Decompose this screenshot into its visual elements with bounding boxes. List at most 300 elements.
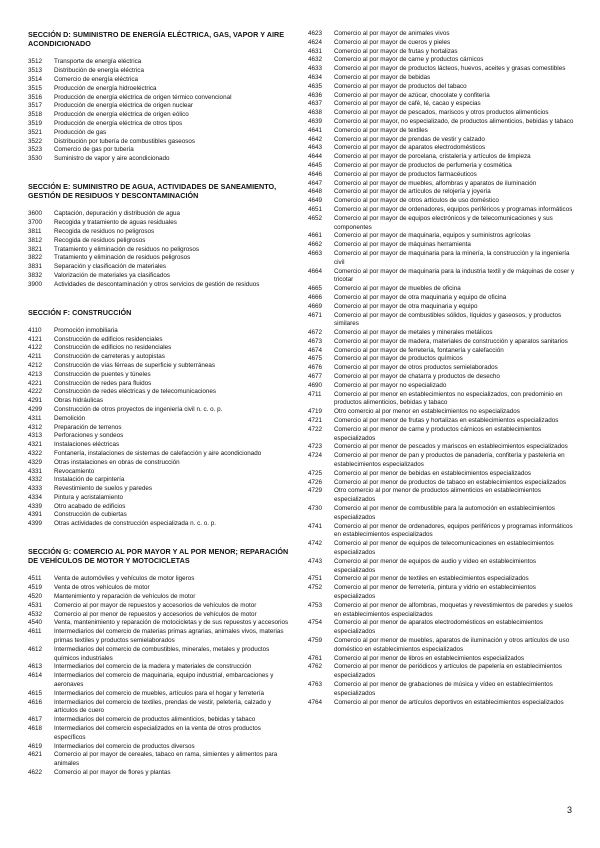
activity-code: 4334 bbox=[28, 493, 43, 501]
list-item bbox=[28, 228, 290, 237]
activity-description: Construcción de puentes y túneles bbox=[54, 370, 151, 378]
activity-description: Intermediarios del comercio de combustibles, minerales, metales y productos químicos industriales bbox=[54, 645, 270, 662]
activity-description: Venta, mantenimiento y reparación de motocicletas y de sus repuestos y accesorios bbox=[54, 619, 289, 627]
activity-code: 4711 bbox=[308, 390, 322, 398]
activity-code: 4730 bbox=[308, 505, 323, 513]
activity-description: Comercio al por mayor de otros artículos de uso doméstico bbox=[334, 197, 499, 205]
activity-code: 4751 bbox=[308, 575, 323, 583]
activity-description: Construcción de edificios no residenciales bbox=[54, 344, 172, 352]
list-item bbox=[28, 646, 290, 664]
activity-description: Comercio al por menor de alfombras, moquetas y revestimientos de paredes y suelos en establecimientos especializados bbox=[334, 601, 573, 618]
list-item bbox=[308, 602, 578, 620]
activity-description: Comercio al por mayor de muebles de oficina bbox=[334, 285, 461, 293]
activity-code: 3519 bbox=[28, 119, 43, 127]
activity-code: 4722 bbox=[308, 425, 323, 433]
list-item bbox=[308, 118, 578, 127]
activity-description: Construcción de cubiertas bbox=[54, 511, 127, 519]
activity-code: 4540 bbox=[28, 619, 43, 627]
list-item bbox=[308, 523, 578, 541]
section-title: SECCIÓN D: SUMINISTRO DE ENERGÍA ELÉCTRICA, GAS, VAPOR Y AIRE ACONDICIONADO bbox=[28, 30, 285, 49]
list-item bbox=[28, 725, 290, 743]
list-item bbox=[28, 575, 290, 584]
list-item bbox=[28, 102, 290, 111]
list-item bbox=[28, 611, 290, 620]
list-item bbox=[308, 215, 578, 233]
list-item bbox=[308, 681, 578, 699]
activity-description: Comercio al por mayor de maquinaria, equipos y suministros agrícolas bbox=[334, 232, 531, 240]
list-item bbox=[308, 487, 578, 505]
activity-description: Instalación de carpintería bbox=[54, 476, 125, 484]
list-item bbox=[28, 263, 290, 272]
activity-code: 3512 bbox=[28, 58, 43, 66]
activity-code: 4637 bbox=[308, 100, 323, 108]
list-item bbox=[28, 743, 290, 752]
list-item bbox=[28, 397, 290, 406]
activity-code: 4615 bbox=[28, 689, 43, 697]
activity-description: Comercio al por mayor de equipos electrónicos y de telecomunicaciones y sus componentes bbox=[334, 214, 553, 231]
list-item bbox=[308, 329, 578, 338]
activity-description: Tratamiento y eliminación de residuos peligrosos bbox=[54, 254, 191, 262]
activity-code: 4613 bbox=[28, 663, 43, 671]
activity-code: 4754 bbox=[308, 619, 323, 627]
list-item bbox=[28, 353, 290, 362]
activity-description: Venta de automóviles y vehículos de motor ligeros bbox=[54, 575, 195, 583]
activity-code: 4652 bbox=[308, 214, 323, 222]
activity-description: Otro acabado de edificios bbox=[54, 502, 126, 510]
activity-description: Comercio al por menor de aparatos electrodomésticos en establecimientos especializados bbox=[334, 619, 543, 636]
activity-code: 3821 bbox=[28, 245, 43, 253]
activity-description: Producción de energía eléctrica de origen nuclear bbox=[54, 102, 193, 110]
activity-description: Transporte de energía eléctrica bbox=[54, 58, 142, 66]
list-item bbox=[28, 441, 290, 450]
list-item bbox=[308, 663, 578, 681]
activity-code: 4211 bbox=[28, 353, 42, 361]
list-item bbox=[28, 432, 290, 441]
activity-code: 3600 bbox=[28, 210, 43, 218]
activity-description: Comercio al por mayor de textiles bbox=[334, 126, 428, 134]
activity-description: Comercio de energía eléctrica bbox=[54, 76, 138, 83]
list-item bbox=[28, 699, 290, 717]
activity-code: 4339 bbox=[28, 502, 43, 510]
activity-description: Comercio de gas por tubería bbox=[54, 146, 134, 154]
activity-code: 4742 bbox=[308, 540, 323, 548]
activity-code: 4725 bbox=[308, 469, 323, 477]
activity-description: Intermediarios del comercio de materias primas agrarias, animales vivos, materias primas textiles y productos semielaborados bbox=[54, 628, 284, 645]
list-item bbox=[28, 120, 290, 129]
activity-description: Comercio al por menor de combustible para la automoción en establecimientos especializados bbox=[334, 505, 555, 521]
list-item bbox=[28, 344, 290, 353]
section-title: SECCIÓN E: SUMINISTRO DE AGUA, ACTIVIDADES DE SANEAMIENTO, GESTIÓN DE RESIDUOS Y DESCONTAMINACIÓN bbox=[28, 181, 277, 201]
activity-code: 4333 bbox=[28, 485, 43, 493]
list-item bbox=[28, 628, 290, 646]
activity-description: Comercio al por mayor de productos del tabaco bbox=[334, 82, 467, 90]
activity-code: 3516 bbox=[28, 93, 43, 101]
activity-code: 3812 bbox=[28, 236, 43, 244]
activity-code: 4624 bbox=[308, 38, 323, 46]
list-item bbox=[28, 272, 290, 281]
activity-code: 4612 bbox=[28, 645, 43, 653]
activity-description: Comercio al por mayor de productos lácteos, huevos, aceites y grasas comestibles bbox=[334, 65, 566, 73]
activity-description: Intermediarios del comercio de productos alimenticios, bebidas y tabaco bbox=[54, 716, 256, 724]
activity-code: 4332 bbox=[28, 476, 43, 484]
activity-description: Comercio al por menor de grabaciones de música y vídeo en establecimientos especializados bbox=[334, 680, 553, 697]
list-item bbox=[308, 637, 578, 655]
list-item bbox=[308, 162, 578, 171]
activity-description: Producción de energía eléctrica de origen térmico convencional bbox=[54, 93, 232, 101]
list-item bbox=[28, 485, 290, 494]
activity-description: Comercio al por mayor de maquinaria para la minería, la construcción y la ingeniería civil bbox=[334, 249, 570, 266]
activity-code: 4649 bbox=[308, 197, 323, 205]
activity-code: 4646 bbox=[308, 170, 323, 178]
activity-code: 4743 bbox=[308, 557, 323, 565]
list-item bbox=[308, 188, 578, 197]
activity-code: 4222 bbox=[28, 388, 43, 396]
activity-description: Promoción inmobiliaria bbox=[54, 326, 118, 334]
activity-code: 4690 bbox=[308, 381, 323, 389]
list-item bbox=[28, 111, 290, 120]
activity-code: 3513 bbox=[28, 67, 43, 75]
activity-description: Comercio al por mayor de cereales, tabaco en rama, simientes y alimentos para animales bbox=[54, 751, 278, 768]
list-item bbox=[28, 511, 290, 520]
activity-code: 3515 bbox=[28, 84, 43, 92]
activity-code: 4221 bbox=[28, 379, 43, 387]
activity-description: Comercio al por menor de carne y productos cárnicos en establecimientos especializados bbox=[334, 425, 542, 442]
activity-code: 4673 bbox=[308, 337, 323, 345]
list-item bbox=[308, 699, 578, 708]
list-item bbox=[308, 153, 578, 162]
activity-code: 4723 bbox=[308, 443, 323, 451]
activity-description: Venta de otros vehículos de motor bbox=[54, 584, 150, 592]
list-item bbox=[28, 602, 290, 611]
list-item bbox=[308, 452, 578, 470]
list-item bbox=[308, 109, 578, 118]
activity-description: Comercio al por mayor de azúcar, chocolate y confitería bbox=[334, 91, 490, 99]
activity-code: 4721 bbox=[308, 417, 323, 425]
activity-description: Comercio al por menor de ferretería, pintura y vidrio en establecimientos especializados bbox=[334, 584, 536, 600]
activity-description: Comercio al por mayor de flores y plantas bbox=[54, 769, 171, 777]
list-item bbox=[308, 30, 578, 39]
activity-code: 3811 bbox=[28, 227, 42, 235]
activity-code: 4674 bbox=[308, 346, 323, 354]
activity-description: Otras instalaciones en obras de construcción bbox=[54, 458, 180, 466]
activity-description: Mantenimiento y reparación de vehículos de motor bbox=[54, 593, 196, 601]
section bbox=[28, 547, 290, 778]
list-item bbox=[28, 672, 290, 690]
section bbox=[28, 30, 290, 164]
section-title: SECCIÓN F: CONSTRUCCIÓN bbox=[28, 307, 132, 317]
list-item bbox=[308, 540, 578, 558]
activity-description: Comercio al por menor de pescados y mariscos en establecimientos especializados bbox=[334, 443, 568, 451]
list-item bbox=[308, 426, 578, 444]
activity-description: Otro comercio al por menor de productos alimenticios en establecimientos especializados bbox=[334, 487, 541, 504]
list-item bbox=[308, 92, 578, 101]
activity-description: Comercio al por mayor de ferretería, fontanería y calefacción bbox=[334, 346, 504, 354]
activity-code: 4623 bbox=[308, 30, 323, 37]
activity-description: Comercio al por mayor de pescados, mariscos y otros productos alimenticios bbox=[334, 109, 549, 117]
activity-description: Comercio al por mayor de ordenadores, equipos periféricos y programas informáticos bbox=[334, 205, 573, 213]
activity-description: Obras hidráulicas bbox=[54, 397, 103, 405]
list-item bbox=[308, 655, 578, 664]
activity-description: Comercio al por menor de equipos de telecomunicaciones en establecimientos especializados bbox=[334, 540, 554, 557]
activity-code: 4618 bbox=[28, 725, 43, 733]
activity-description: Recogida de residuos no peligrosos bbox=[54, 227, 155, 235]
list-item bbox=[308, 48, 578, 57]
activity-description: Comercio al por mayor, no especializado, de productos alimenticios, bebidas y tabaco bbox=[334, 117, 574, 125]
activity-description: Construcción de vías férreas de superficie y subterráneas bbox=[54, 361, 216, 369]
activity-code: 4647 bbox=[308, 179, 323, 187]
activity-description: Intermediarios del comercio especializados en la venta de otros productos específicos bbox=[54, 725, 261, 741]
list-item bbox=[308, 171, 578, 180]
list-item bbox=[308, 364, 578, 373]
activity-description: Construcción de redes eléctricas y de telecomunicaciones bbox=[54, 388, 217, 396]
activity-description: Valorización de materiales ya clasificados bbox=[54, 271, 171, 279]
activity-code: 3523 bbox=[28, 146, 43, 154]
activity-code: 3832 bbox=[28, 271, 43, 279]
activity-description: Intermediarios del comercio de la madera y materiales de construcción bbox=[54, 663, 252, 671]
activity-code: 3521 bbox=[28, 128, 43, 136]
list-item bbox=[308, 417, 578, 426]
list-item bbox=[308, 408, 578, 417]
list-item bbox=[308, 65, 578, 74]
activity-code: 4399 bbox=[28, 520, 43, 528]
activity-description: Comercio al por mayor de máquinas herramienta bbox=[334, 241, 471, 249]
activity-code: 4122 bbox=[28, 344, 43, 352]
activity-code: 4519 bbox=[28, 584, 43, 592]
activity-code: 4520 bbox=[28, 593, 43, 601]
activity-description: Comercio al por mayor de aparatos electrodomésticos bbox=[334, 144, 486, 152]
list-item bbox=[308, 144, 578, 153]
list-item bbox=[308, 382, 578, 391]
activity-description: Preparación de terrenos bbox=[54, 423, 122, 431]
activity-description: Comercio al por mayor de animales vivos bbox=[334, 30, 450, 37]
activity-code: 4614 bbox=[28, 672, 43, 680]
activity-description: Fontanería, instalaciones de sistemas de calefacción y aire acondicionado bbox=[54, 449, 262, 457]
activity-code: 4121 bbox=[28, 335, 43, 343]
list-item bbox=[28, 155, 290, 164]
list-item bbox=[28, 219, 290, 228]
list-item bbox=[308, 56, 578, 65]
list-item bbox=[308, 373, 578, 382]
activity-description: Comercio al por mayor de otros productos semielaborados bbox=[334, 364, 498, 372]
activity-description: Distribución por tubería de combustibles gaseosos bbox=[54, 137, 196, 145]
list-item bbox=[28, 415, 290, 424]
activity-description: Otras actividades de construcción especializada n. c. o. p. bbox=[54, 520, 217, 528]
activity-code: 4752 bbox=[308, 584, 323, 592]
list-item bbox=[308, 470, 578, 479]
list-item bbox=[28, 769, 290, 778]
list-item bbox=[308, 391, 578, 409]
activity-code: 4633 bbox=[308, 65, 323, 73]
activity-description: Actividades de descontaminación y otros servicios de gestión de residuos bbox=[54, 280, 260, 288]
activity-description: Comercio al por mayor de productos de perfumería y cosmética bbox=[334, 161, 512, 169]
activity-code: 3522 bbox=[28, 137, 43, 145]
activity-code: 4329 bbox=[28, 458, 43, 466]
activity-description: Intermediarios del comercio de textiles, prendas de vestir, peletería, calzado y artículos de cuero bbox=[54, 698, 272, 715]
activity-description: Producción de gas bbox=[54, 128, 107, 136]
list-item bbox=[308, 232, 578, 241]
activity-code: 4724 bbox=[308, 452, 323, 460]
activity-description: Construcción de otros proyectos de ingeniería civil n. c. o. p. bbox=[54, 405, 223, 413]
list-item bbox=[308, 479, 578, 488]
activity-description: Otro comercio al por menor en establecimientos no especializados bbox=[334, 408, 520, 416]
list-item bbox=[28, 76, 290, 85]
activity-code: 4644 bbox=[308, 153, 323, 161]
activity-code: 4311 bbox=[28, 414, 42, 422]
list-item bbox=[308, 575, 578, 584]
activity-description: Comercio al por mayor de otra maquinaria y equipo bbox=[334, 302, 478, 310]
list-item bbox=[308, 39, 578, 48]
activity-description: Comercio al por menor de equipos de audio y vídeo en establecimientos especializados bbox=[334, 557, 536, 574]
activity-description: Demolición bbox=[54, 414, 86, 422]
list-item bbox=[308, 505, 578, 523]
activity-code: 4110 bbox=[28, 326, 42, 334]
activity-code: 4719 bbox=[308, 408, 323, 416]
list-item bbox=[308, 250, 578, 268]
activity-code: 4631 bbox=[308, 47, 323, 55]
list-item bbox=[308, 197, 578, 206]
activity-description: Comercio al por mayor de chatarra y productos de desecho bbox=[334, 373, 500, 381]
list-item bbox=[308, 268, 578, 286]
list-item bbox=[28, 388, 290, 397]
activity-code: 4643 bbox=[308, 144, 323, 152]
activity-code: 4763 bbox=[308, 680, 323, 688]
activity-code: 3517 bbox=[28, 102, 43, 110]
list-item bbox=[28, 619, 290, 628]
activity-code: 3822 bbox=[28, 254, 43, 262]
activity-code: 4632 bbox=[308, 56, 323, 64]
activity-code: 4322 bbox=[28, 449, 43, 457]
list-item bbox=[308, 74, 578, 83]
list-item bbox=[28, 751, 290, 769]
right-column bbox=[308, 30, 578, 707]
list-item bbox=[308, 294, 578, 303]
list-item bbox=[28, 246, 290, 255]
activity-code: 4677 bbox=[308, 373, 323, 381]
activity-code: 4641 bbox=[308, 126, 323, 134]
activity-code: 4616 bbox=[28, 698, 43, 706]
activity-description: Comercio al por mayor de metales y minerales metálicos bbox=[334, 329, 493, 337]
activity-code: 4212 bbox=[28, 361, 43, 369]
activity-description: Construcción de redes para fluidos bbox=[54, 379, 152, 387]
activity-code: 4672 bbox=[308, 329, 323, 337]
activity-code: 4291 bbox=[28, 397, 43, 405]
activity-code: 4635 bbox=[308, 82, 323, 90]
activity-code: 4312 bbox=[28, 423, 43, 431]
activity-description: Pintura y acristalamiento bbox=[54, 493, 123, 501]
activity-description: Comercio al por mayor de combustibles sólidos, líquidos y gaseosos, y productos similares bbox=[334, 311, 562, 328]
activity-code: 4511 bbox=[28, 575, 42, 583]
list-item bbox=[308, 83, 578, 92]
list-item bbox=[28, 362, 290, 371]
activity-description: Comercio al por mayor de otra maquinaria y equipo de oficina bbox=[334, 293, 507, 301]
activity-description: Comercio al por mayor de café, té, cacao y especias bbox=[334, 100, 481, 108]
activity-code: 4759 bbox=[308, 636, 323, 644]
activity-description: Recogida y tratamiento de aguas residuales bbox=[54, 219, 177, 227]
activity-description: Comercio al por mayor de carne y productos cárnicos bbox=[334, 56, 484, 64]
list-item bbox=[28, 237, 290, 246]
list-item bbox=[308, 100, 578, 109]
list-item bbox=[28, 210, 290, 219]
activity-description: Construcción de carreteras y autopistas bbox=[54, 353, 165, 361]
list-item bbox=[308, 136, 578, 145]
activity-description: Comercio al por mayor de prendas de vestir y calzado bbox=[334, 135, 485, 143]
activity-code: 4331 bbox=[28, 467, 43, 475]
activity-code: 4313 bbox=[28, 432, 43, 440]
list-item bbox=[28, 690, 290, 699]
list-item bbox=[28, 593, 290, 602]
list-item bbox=[308, 338, 578, 347]
list-item bbox=[308, 584, 578, 602]
section bbox=[28, 308, 290, 530]
list-item bbox=[28, 380, 290, 389]
activity-description: Suministro de vapor y aire acondicionado bbox=[54, 155, 170, 163]
activity-description: Comercio al por mayor de madera, materiales de construcción y aparatos sanitarios bbox=[334, 337, 568, 345]
list-item bbox=[28, 146, 290, 155]
list-item bbox=[28, 138, 290, 147]
list-item bbox=[28, 459, 290, 468]
activity-description: Intermediarios del comercio de maquinaria, equipo industrial, embarcaciones y aeronaves bbox=[54, 672, 274, 689]
activity-code: 4645 bbox=[308, 161, 323, 169]
activity-code: 4662 bbox=[308, 241, 323, 249]
activity-description: Comercio al por mayor de muebles, alfombras y aparatos de iluminación bbox=[334, 179, 537, 187]
activity-code: 4651 bbox=[308, 205, 323, 213]
list-item bbox=[308, 285, 578, 294]
list-item bbox=[28, 254, 290, 263]
list-item bbox=[28, 584, 290, 593]
list-item bbox=[28, 716, 290, 725]
activity-description: Perforaciones y sondeos bbox=[54, 432, 124, 440]
activity-description: Producción de energía hidroeléctrica bbox=[54, 84, 157, 92]
page-number: 3 bbox=[566, 805, 572, 815]
activity-code: 4321 bbox=[28, 441, 43, 449]
list-item bbox=[28, 468, 290, 477]
list-item bbox=[28, 503, 290, 512]
list-item bbox=[308, 619, 578, 637]
activity-description: Comercio al por menor de pan y productos de panadería, confitería y pastelería en establecimientos especializados bbox=[334, 452, 565, 469]
list-item bbox=[28, 281, 290, 290]
list-item bbox=[308, 443, 578, 452]
activity-description: Comercio al por menor en establecimientos no especializados, con predominio en productos alimenticios, bebidas y tabaco bbox=[334, 390, 563, 407]
activity-code: 4761 bbox=[308, 654, 323, 662]
activity-code: 4664 bbox=[308, 267, 323, 275]
activity-description: Comercio al por menor de bebidas en establecimientos especializados bbox=[334, 469, 532, 477]
activity-description: Comercio al por mayor de productos químicos bbox=[334, 355, 463, 363]
list-item bbox=[308, 206, 578, 215]
activity-code: 3530 bbox=[28, 155, 43, 163]
activity-description: Comercio al por menor de libros en establecimientos especializados bbox=[334, 654, 525, 662]
activity-code: 4532 bbox=[28, 610, 43, 618]
list-item bbox=[308, 241, 578, 250]
activity-code: 4213 bbox=[28, 370, 43, 378]
activity-description: Distribución de energía eléctrica bbox=[54, 67, 144, 75]
activity-description: Recogida de residuos peligrosos bbox=[54, 236, 146, 244]
activity-code: 4617 bbox=[28, 716, 43, 724]
list-item bbox=[28, 406, 290, 415]
activity-code: 4638 bbox=[308, 109, 323, 117]
activity-code: 3700 bbox=[28, 219, 43, 227]
list-item bbox=[308, 312, 578, 330]
list-item bbox=[308, 347, 578, 356]
activity-code: 4611 bbox=[28, 628, 42, 636]
list-item bbox=[28, 520, 290, 529]
list-item bbox=[28, 327, 290, 336]
activity-code: 4619 bbox=[28, 742, 43, 750]
activity-description: Producción de energía eléctrica de otros tipos bbox=[54, 119, 183, 127]
list-item bbox=[28, 663, 290, 672]
activity-description: Comercio al por menor de textiles en establecimientos especializados bbox=[334, 575, 529, 583]
activity-code: 3514 bbox=[28, 76, 43, 83]
list-item bbox=[28, 67, 290, 76]
